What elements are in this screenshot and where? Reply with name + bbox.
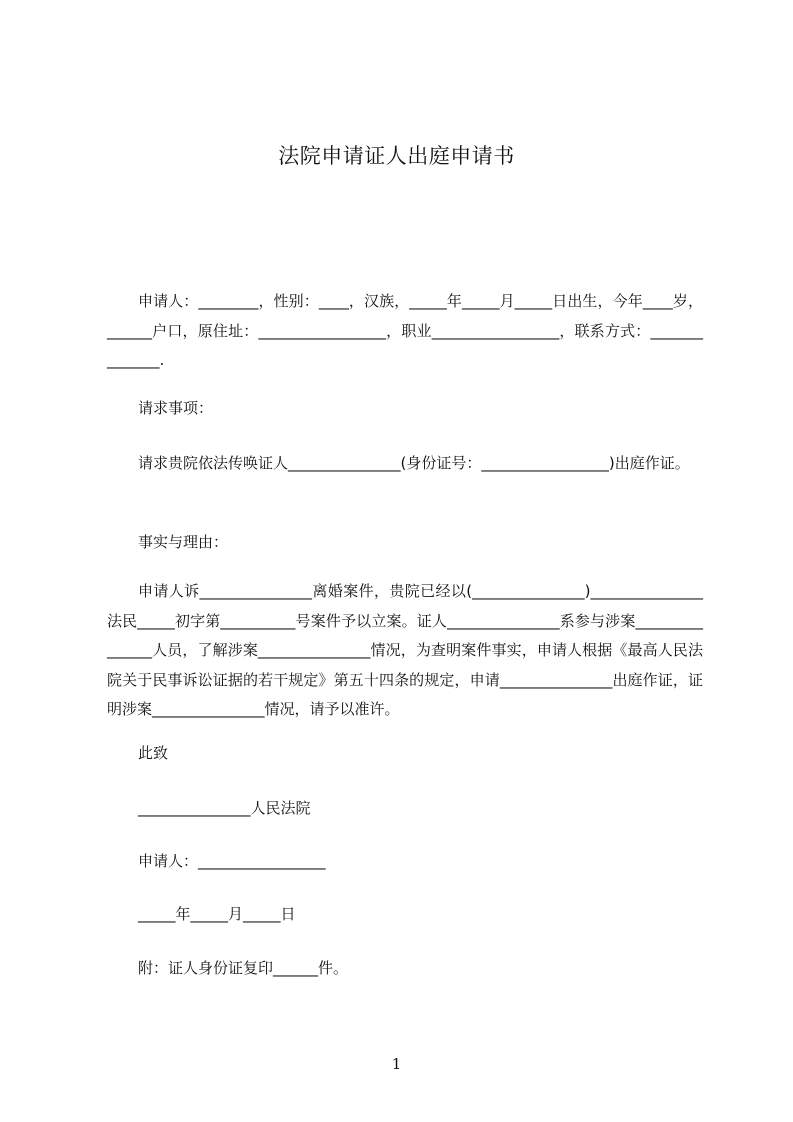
facts-body-paragraph: 申请人诉_______________离婚案件，贵院已经以(_______________)_______________法民_____初字第__________号案件予以立案。证人_______________系参与涉案_______________人员，了解涉案_______________情况，为查明案件事实，申请人根据《最高人民法院关于民事诉讼证据的若干规定》第五十四条的规定，申请_______________出庭作证，证明涉案_______________情况，请予以准许。 — [107, 582, 703, 718]
facts-heading: 事实与理由： — [138, 533, 229, 551]
applicant-info-paragraph: 申请人：________，性别：____，汉族，_____年_____月_____日出生，今年____岁，______户口，原住址：_________________，职业_________________，联系方式：______________. — [107, 292, 703, 369]
court-line: _______________人民法院 — [138, 799, 311, 817]
request-heading: 请求事项： — [138, 399, 214, 417]
attachment-note: 附：证人身份证复印______件。 — [138, 959, 349, 977]
document-title: 法院申请证人出庭申请书 — [278, 144, 515, 168]
applicant-signature-line: 申请人：_________________ — [138, 852, 326, 870]
request-body-paragraph: 请求贵院依法传唤证人_______________(身份证号：_________________)出庭作证。 — [138, 454, 690, 472]
page-number: 1 — [391, 1055, 402, 1073]
date-line: _____年_____月_____日 — [138, 905, 296, 923]
salutation: 此致 — [138, 744, 169, 762]
